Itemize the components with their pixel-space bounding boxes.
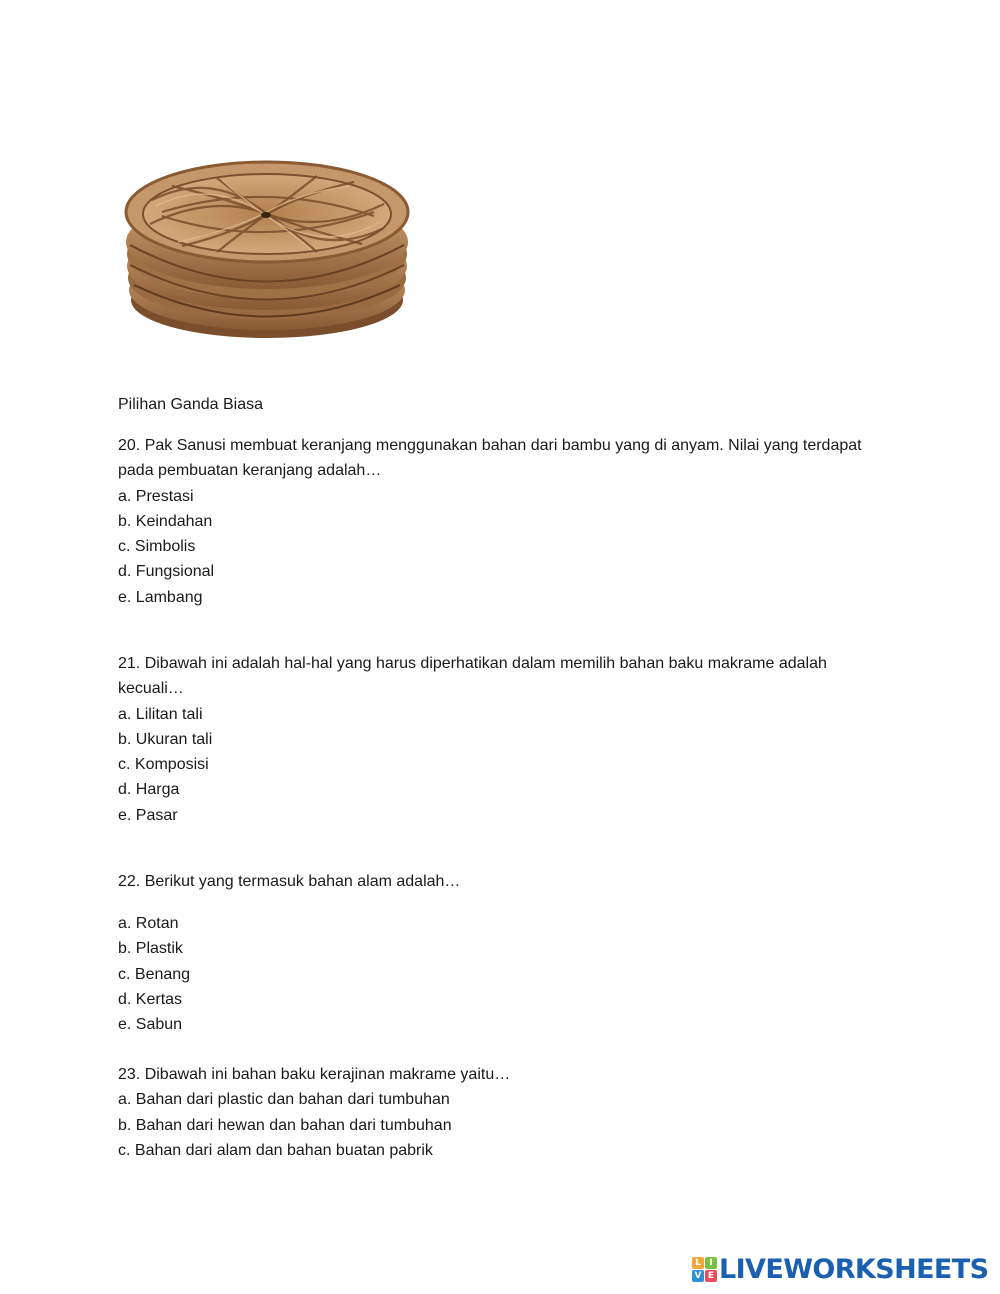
basket-top xyxy=(126,162,408,262)
logo-mark-tile: L xyxy=(692,1257,704,1269)
question-stem: 20. Pak Sanusi membuat keranjang menggunakan bahan dari bambu yang di anyam. Nilai yang terdapat xyxy=(118,437,862,454)
option-b: b. Bahan dari hewan dan bahan dari tumbuhan xyxy=(118,1116,452,1134)
logo-mark-tile: V xyxy=(692,1270,704,1282)
question-22-options xyxy=(118,911,190,1037)
option-a: a. Prestasi xyxy=(118,487,194,505)
question-stem: 22. Berikut yang termasuk bahan alam adalah… xyxy=(118,873,461,890)
option-a: a. Lilitan tali xyxy=(118,705,203,723)
section-title: Pilihan Ganda Biasa xyxy=(118,396,263,413)
option-a: a. Bahan dari plastic dan bahan dari tumbuhan xyxy=(118,1091,450,1109)
question-21 xyxy=(118,651,888,828)
logo-mark-tile: E xyxy=(705,1270,717,1282)
option-c: c. Benang xyxy=(118,965,191,983)
logo-text: LIVEWORKSHEETS xyxy=(719,1253,989,1285)
question-20 xyxy=(118,433,888,610)
option-a: a. Rotan xyxy=(118,915,179,932)
option-d: d. Fungsional xyxy=(118,563,215,581)
option-b: b. Plastik xyxy=(118,940,183,958)
option-d: d. Kertas xyxy=(118,990,183,1008)
question-23 xyxy=(118,1062,510,1163)
option-e: e. Sabun xyxy=(118,1016,183,1034)
option-c: c. Bahan dari alam dan bahan buatan pabrik xyxy=(118,1141,433,1159)
question-stem: pada pembuatan keranjang adalah… xyxy=(118,462,382,480)
option-b: b. Keindahan xyxy=(118,512,213,530)
logo-mark-icon xyxy=(692,1257,716,1281)
question-stem: kecuali… xyxy=(118,680,184,698)
basket-image xyxy=(122,150,412,345)
question-stem: 21. Dibawah ini adalah hal-hal yang harus diperhatikan dalam memilih bahan baku makrame adalah xyxy=(118,655,827,672)
logo-mark-tile: I xyxy=(705,1257,717,1269)
option-e: e. Lambang xyxy=(118,588,203,606)
option-c: c. Simbolis xyxy=(118,538,196,556)
question-stem: 23. Dibawah ini bahan baku kerajinan makrame yaitu… xyxy=(118,1066,511,1083)
question-22 xyxy=(118,869,460,894)
liveworksheets-logo[interactable] xyxy=(692,1254,988,1284)
option-c: c. Komposisi xyxy=(118,756,209,774)
option-b: b. Ukuran tali xyxy=(118,730,213,748)
option-d: d. Harga xyxy=(118,781,180,799)
option-e: e. Pasar xyxy=(118,806,178,824)
